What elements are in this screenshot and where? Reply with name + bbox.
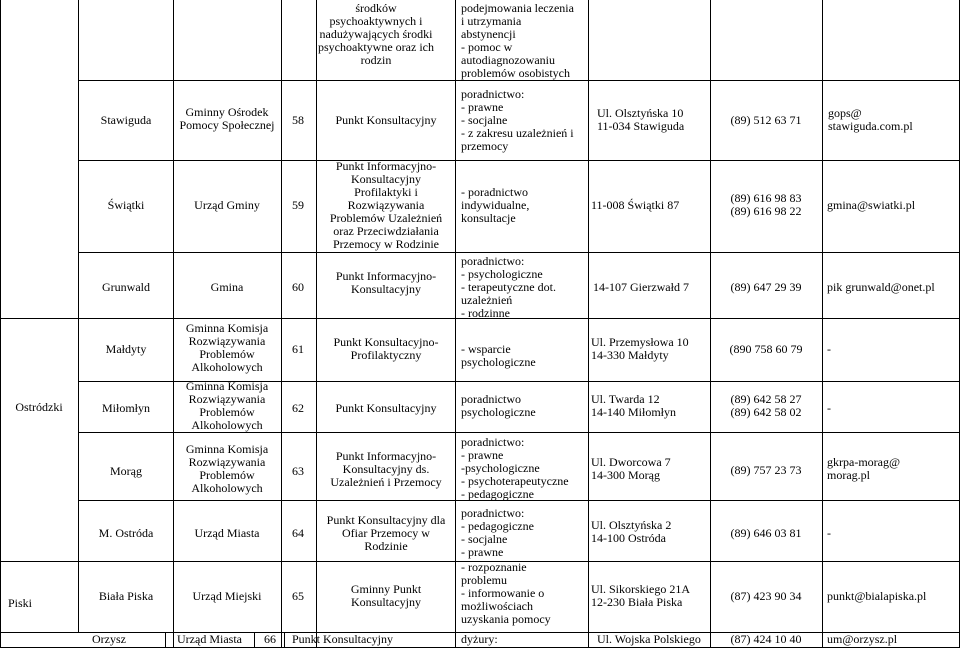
cell-line: (89) 616 98 22 (730, 204, 802, 218)
number-62 (292, 402, 304, 415)
commune-64 (99, 527, 154, 540)
commune-59 (108, 199, 145, 212)
commune-66 (92, 633, 126, 646)
cell-line: Profilaktyczny (350, 348, 422, 362)
cell-line: - (827, 526, 831, 540)
cell-line: stawiguda.com.pl (828, 119, 913, 133)
services-64 (327, 514, 446, 553)
cell-line: - wsparcie (461, 342, 511, 356)
cell-line: Problemów Uzależnień (329, 211, 443, 225)
cell-line: -psychologiczne (461, 461, 540, 475)
services-59 (330, 160, 442, 251)
grid-line (710, 0, 711, 648)
scope-57 (461, 2, 574, 80)
commune-58 (101, 114, 152, 127)
cell-line: podejmowania leczenia (461, 1, 574, 15)
scope-63 (461, 436, 569, 501)
grid-line (455, 0, 456, 648)
phone-62 (731, 393, 802, 419)
cell-line: Gminna Komisja (185, 379, 269, 393)
phone-64 (731, 527, 802, 540)
institution-63 (186, 443, 268, 495)
cell-line: (89) 642 58 27 (730, 392, 802, 406)
institution-58 (180, 106, 275, 132)
address-59 (591, 199, 679, 212)
cell-line: Morąg (110, 464, 142, 478)
cell-line: 66 (264, 632, 276, 646)
cell-line: Urząd Miejski (192, 589, 262, 603)
cell-line: - (827, 342, 831, 356)
number-58 (292, 114, 304, 127)
cell-line: - informowanie o (461, 586, 545, 600)
grid-line (281, 0, 282, 648)
cell-line: psychologiczne (461, 355, 536, 369)
cell-line: Stawiguda (100, 113, 152, 127)
cell-line: 64 (292, 526, 304, 540)
cell-line: - pedagogiczne (461, 519, 534, 533)
grid-line (173, 0, 174, 648)
grid-line (588, 0, 589, 648)
cell-line: Konsultacyjny (351, 595, 421, 609)
email-63 (827, 456, 900, 482)
cell-line: Rozwiązywania (188, 392, 266, 406)
cell-line: Ul. Twarda 12 (591, 392, 660, 406)
number-61 (292, 343, 304, 356)
number-65 (292, 590, 304, 603)
cell-line: - prawne (461, 100, 504, 114)
cell-line: Punkt Konsultacyjny (335, 113, 437, 127)
cell-line: Punkt Informacyjno- (335, 269, 437, 283)
cell-line: problemów osobistych (461, 66, 570, 80)
cell-line: 11-034 Stawiguda (597, 119, 685, 133)
phone-66 (731, 633, 802, 646)
cell-line: 62 (292, 401, 304, 415)
cell-line: poradnictwo: (461, 254, 525, 268)
cell-line: Ul. Dworcowa 7 (591, 455, 671, 469)
cell-line: - z zakresu uzależnień i (461, 126, 574, 140)
cell-line: 14-140 Miłomłyn (591, 405, 677, 419)
institution-64 (195, 527, 260, 540)
number-63 (292, 465, 304, 478)
address-60 (593, 281, 689, 294)
cell-line: 58 (292, 113, 304, 127)
cell-line: (89) 512 63 71 (730, 113, 802, 127)
cell-line: Gminna Komisja (185, 442, 269, 456)
cell-line: przemocy (461, 139, 509, 153)
address-61 (591, 336, 689, 362)
cell-line: (87) 423 90 34 (730, 589, 802, 603)
email-59 (827, 199, 915, 212)
cell-line: autodiagnozowaniu (461, 53, 555, 67)
grid-line (0, 0, 1, 648)
cell-line: - rodzinne (461, 306, 510, 320)
cell-line: gmina@swiatki.pl (827, 198, 916, 212)
cell-line: Gminny Punkt (350, 582, 422, 596)
cell-line: 63 (292, 464, 304, 478)
cell-line: dyżury: (461, 632, 498, 646)
cell-line: Punkt Konsultacyjno- (333, 335, 439, 349)
email-60 (827, 281, 935, 294)
cell-line: Profilaktyki i (354, 185, 418, 199)
cell-line: 14-330 Małdyty (591, 348, 669, 362)
cell-line: psychoaktywnych i (329, 14, 423, 28)
cell-line: 11-008 Świątki 87 (591, 198, 680, 212)
email-62 (827, 402, 831, 415)
cell-line: poradnictwo: (461, 506, 525, 520)
grid-line (822, 0, 823, 648)
services-58 (336, 114, 437, 127)
cell-line: indywidualne, (461, 198, 530, 212)
cell-line: Problemów (199, 468, 255, 482)
grid-line (78, 252, 959, 253)
cell-line: Grunwald (102, 280, 150, 294)
cell-line: Punkt Konsultacyjny (335, 401, 437, 415)
grid-line (78, 160, 959, 161)
institution-59 (194, 199, 260, 212)
cell-line: - prawne (461, 448, 504, 462)
services-65 (351, 583, 421, 609)
cell-line: - socjalne (461, 532, 508, 546)
cell-line: Rozwiązywania (188, 334, 266, 348)
cell-line: - prawne (461, 545, 504, 559)
cell-line: poradnictwo: (461, 87, 525, 101)
institution-61 (186, 322, 268, 374)
cell-line: uzyskania pomocy (461, 612, 551, 626)
cell-line: (890 758 60 79 (729, 342, 803, 356)
address-58 (597, 107, 684, 133)
cell-line: Gminna Komisja (185, 321, 269, 335)
cell-line: środków (355, 1, 397, 15)
grid-line (78, 80, 959, 81)
cell-line: - terapeutyczne dot. (461, 280, 556, 294)
cell-line: Punkt Informacyjno- (335, 159, 437, 173)
cell-line: gops@ (828, 106, 862, 120)
scope-64 (461, 507, 534, 559)
cell-line: 59 (292, 198, 304, 212)
cell-line: abstynencji (461, 27, 516, 41)
cell-line: Ul. Olsztyńska 10 (597, 106, 684, 120)
services-60 (336, 270, 436, 296)
scope-62 (461, 393, 536, 419)
scope-65 (461, 561, 551, 626)
institution-62 (186, 380, 268, 432)
cell-line: Ostródzki (15, 400, 63, 414)
email-61 (827, 343, 831, 356)
cell-line: Alkoholowych (191, 481, 263, 495)
cell-line: Problemów (199, 347, 255, 361)
commune-62 (102, 402, 150, 415)
institution-66 (177, 633, 242, 646)
grid-line (165, 632, 166, 648)
cell-line: - pomoc w (461, 40, 513, 54)
cell-line: (87) 424 10 40 (730, 632, 802, 646)
grid-line (78, 432, 959, 433)
cell-line: Problemów (199, 405, 255, 419)
address-65 (591, 583, 690, 609)
cell-line: pik grunwald@onet.pl (827, 280, 935, 294)
cell-line: Ul. Olsztyńska 2 (591, 518, 672, 532)
cell-line: 14-107 Gierzwałd 7 (593, 280, 689, 294)
cell-line: Konsultacyjny (350, 172, 421, 186)
services-61 (334, 336, 439, 362)
cell-line: psychoaktywne oraz ich (318, 40, 434, 54)
cell-line: 12-230 Biała Piska (591, 595, 683, 609)
cell-line: 60 (292, 280, 304, 294)
email-64 (827, 527, 831, 540)
cell-line: Pomocy Społecznej (179, 118, 275, 132)
cell-line: Konsultacyjny ds. (342, 462, 430, 476)
cell-line: Miłomłyn (101, 401, 151, 415)
cell-line: Biała Piska (98, 589, 154, 603)
email-58 (828, 107, 913, 133)
cell-line: Urząd Miasta (177, 632, 242, 646)
cell-line: i utrzymania (461, 14, 522, 28)
email-66 (827, 633, 897, 646)
cell-line: oraz Przeciwdziałania (333, 224, 439, 238)
phone-60 (731, 281, 802, 294)
cell-line: Piski (7, 596, 33, 610)
district-piski (8, 597, 32, 610)
cell-line: - rozpoznanie (461, 560, 527, 574)
number-64 (292, 527, 304, 540)
cell-line: Ul. Wojska Polskiego (597, 632, 701, 646)
scope-60 (461, 255, 556, 320)
cell-line: Orzysz (92, 632, 126, 646)
cell-line: Świątki (107, 198, 145, 212)
cell-line: (89) 646 03 81 (730, 526, 802, 540)
grid-line (284, 632, 285, 648)
cell-line: 65 (292, 589, 304, 603)
scope-58 (461, 88, 574, 153)
cell-line: poradnictwo (461, 392, 521, 406)
scope-61 (461, 343, 536, 369)
phone-59 (731, 192, 802, 218)
cell-line: problemu (461, 573, 507, 587)
cell-line: morag.pl (827, 468, 870, 482)
cell-line: Punkt Konsultacyjny (292, 632, 393, 646)
cell-line: Konsultacyjny (351, 282, 421, 296)
email-65 (827, 590, 926, 603)
cell-line: rodzin (360, 53, 392, 67)
number-66 (264, 633, 276, 646)
cell-line: Małdyty (105, 342, 147, 356)
cell-line: 14-100 Ostróda (591, 531, 666, 545)
scope-59 (461, 186, 529, 225)
cell-line: (89) 757 23 73 (730, 463, 802, 477)
cell-line: M. Ostróda (98, 526, 154, 540)
cell-line: Rozwiązywania (188, 455, 266, 469)
cell-line: - socjalne (461, 113, 508, 127)
cell-line: - (827, 401, 831, 415)
cell-line: - psychologiczne (461, 267, 543, 281)
cell-line: (89) 616 98 83 (730, 191, 802, 205)
number-60 (292, 281, 304, 294)
cell-line: gkrpa-morag@ (827, 455, 901, 469)
cell-line: możliwościach (461, 599, 533, 613)
address-62 (591, 393, 676, 419)
district-ostroda (15, 401, 62, 414)
cell-line: Rozwiązywania (347, 198, 425, 212)
cell-line: Ofiar Przemocy w (342, 526, 430, 540)
cell-line: um@orzysz.pl (827, 632, 898, 646)
cell-line: Uzależnień i Przemocy (330, 475, 442, 489)
cell-line: Gminny Ośrodek (185, 105, 269, 119)
grid-line (316, 0, 317, 648)
cell-line: konsultacje (461, 211, 516, 225)
address-66 (597, 633, 701, 646)
grid-line (254, 632, 255, 648)
services-63 (330, 450, 441, 489)
institution-60 (211, 281, 244, 294)
cell-line: Urząd Gminy (194, 198, 260, 212)
cell-line: Gmina (210, 280, 244, 294)
phone-63 (731, 464, 802, 477)
cell-line: uzależnień (461, 293, 513, 307)
cell-line: (89) 647 29 39 (730, 280, 802, 294)
cell-line: Punkt Informacyjno- (335, 449, 437, 463)
institution-65 (193, 590, 262, 603)
cell-line: (89) 642 58 02 (730, 405, 802, 419)
commune-61 (106, 343, 147, 356)
cell-line: Ul. Sikorskiego 21A (591, 582, 690, 596)
cell-line: Rodzinie (364, 539, 408, 553)
phone-58 (731, 114, 802, 127)
cell-line: - pedagogiczne (461, 487, 534, 501)
cell-line: Alkoholowych (191, 360, 263, 374)
cell-line: Alkoholowych (191, 418, 263, 432)
commune-60 (102, 281, 150, 294)
cell-line: Punkt Konsultacyjny dla (326, 513, 446, 527)
services-57 (318, 2, 434, 67)
cell-line: 14-300 Morąg (591, 468, 660, 482)
address-64 (591, 519, 671, 545)
cell-line: Przemocy w Rodzinie (333, 237, 439, 251)
phone-65 (731, 590, 802, 603)
scope-66 (461, 633, 498, 646)
cell-line: poradnictwo: (461, 435, 525, 449)
number-59 (292, 199, 304, 212)
cell-line: Ul. Przemysłowa 10 (591, 335, 689, 349)
grid-line (78, 0, 79, 632)
cell-line: - poradnictwo (461, 185, 528, 199)
phone-61 (730, 343, 803, 356)
cell-line: punkt@bialapiska.pl (827, 589, 927, 603)
commune-65 (99, 590, 153, 603)
cell-line: Urząd Miasta (194, 526, 260, 540)
cell-line: psychologiczne (461, 405, 536, 419)
services-66 (292, 633, 393, 646)
cell-line: - psychoterapeutyczne (461, 474, 569, 488)
cell-line: nadużywających środki (319, 27, 433, 41)
address-63 (591, 456, 671, 482)
cell-line: 61 (292, 342, 304, 356)
commune-63 (110, 465, 142, 478)
services-62 (336, 402, 437, 415)
